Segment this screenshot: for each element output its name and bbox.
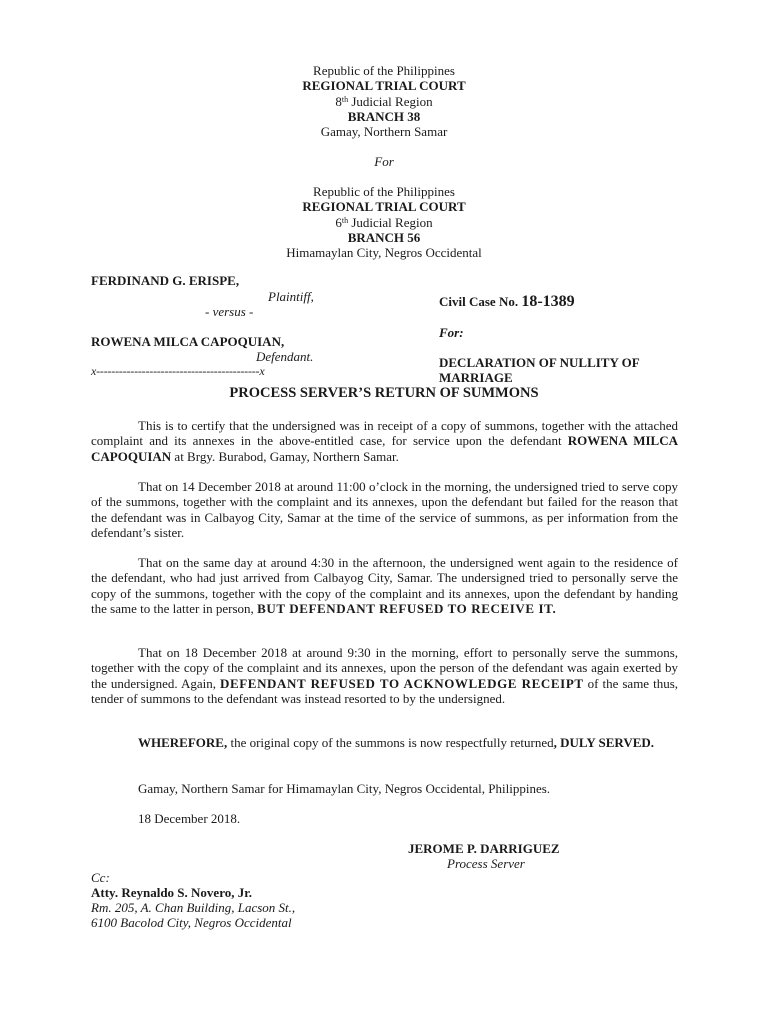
judicial-region: 8th Judicial Region [335, 93, 433, 109]
paragraph-third-attempt: That on 18 December 2018 at around 9:30 in the morning, effort to personally serve the summons, together with the copy of the complaint and its annexes, upon the person of the defendant was again exerted by the undersigned. Again, DEFENDANT REFUSED TO ACKNOWLEDGE RECEIPT of the same thus, tender of summons to the defendant was instead resorted to by the undersigned. [91, 645, 679, 706]
paragraph-wherefore: WHEREFORE, the original copy of the summons is now respectfully returned, DULY SERVED. [138, 735, 655, 750]
signatory-title: Process Server [447, 856, 525, 871]
cc-label: Cc: [91, 870, 110, 885]
court-name: REGIONAL TRIAL COURT [302, 199, 466, 215]
versus-label: - versus - [205, 304, 254, 319]
caption-divider: x-------------------------------------------x [91, 364, 265, 378]
case-for-label: For: [439, 325, 464, 340]
court-location: Gamay, Northern Samar [320, 124, 448, 140]
branch-number: BRANCH 38 [347, 108, 421, 124]
for-label: For [374, 154, 394, 169]
paragraph-first-attempt: That on 14 December 2018 at around 11:00 o’clock in the morning, the undersigned tried to serve copy of the summons, together with the complaint and its annexes, upon the defendant but failed for the reason that the defendant was in Calbayog City, Samar at the time of the service of summons, as per information from the defendant’s sister. [91, 479, 678, 540]
signatory-name: JEROME P. DARRIGUEZ [408, 841, 560, 856]
judicial-region: 6th Judicial Region [335, 214, 433, 230]
case-nature-line2: MARRIAGE [439, 370, 513, 385]
plaintiff-name: FERDINAND G. ERISPE, [91, 273, 240, 288]
branch-number: BRANCH 56 [347, 229, 421, 245]
republic-line: Republic of the Philippines [313, 184, 455, 199]
cc-address-line1: Rm. 205, A. Chan Building, Lacson St., [91, 900, 296, 915]
document-title: PROCESS SERVER’S RETURN OF SUMMONS [229, 385, 539, 401]
date-line: 18 December 2018. [138, 811, 241, 826]
case-number: Civil Case No. 18-1389 [439, 293, 575, 310]
cc-address-line2: 6100 Bacolod City, Negros Occidental [91, 915, 292, 930]
republic-line: Republic of the Philippines [313, 63, 455, 78]
court-name: REGIONAL TRIAL COURT [302, 78, 466, 94]
plaintiff-role: Plaintiff, [268, 289, 314, 304]
court-header-from [0, 63, 768, 139]
cc-name: Atty. Reynaldo S. Novero, Jr. [91, 885, 253, 900]
defendant-role: Defendant. [256, 349, 314, 364]
defendant-name: ROWENA MILCA CAPOQUIAN, [91, 334, 285, 349]
paragraph-receipt: This is to certify that the undersigned was in receipt of a copy of summons, together with the attached complaint and its annexes in the above-entitled case, for service upon the defendant ROWENA MILCA CAPOQUIAN at Brgy. Burabod, Gamay, Northern Samar. [91, 418, 678, 464]
court-location: Himamaylan City, Negros Occidental [286, 245, 482, 261]
place-line: Gamay, Northern Samar for Himamaylan City, Negros Occidental, Philippines. [138, 781, 551, 796]
case-nature-line1: DECLARATION OF NULLITY OF [439, 355, 640, 370]
paragraph-second-attempt: That on the same day at around 4:30 in the afternoon, the undersigned went again to the residence of the defendant, who had just arrived from Calbayog City, Samar. The undersigned tried to personally serve the copy of the summons, together with the copy of the complaint and its annexes, upon the defendant by handing the same to the latter in person, BUT DEFENDANT REFUSED TO RECEIVE IT. [91, 555, 678, 616]
court-header-to [0, 184, 768, 260]
